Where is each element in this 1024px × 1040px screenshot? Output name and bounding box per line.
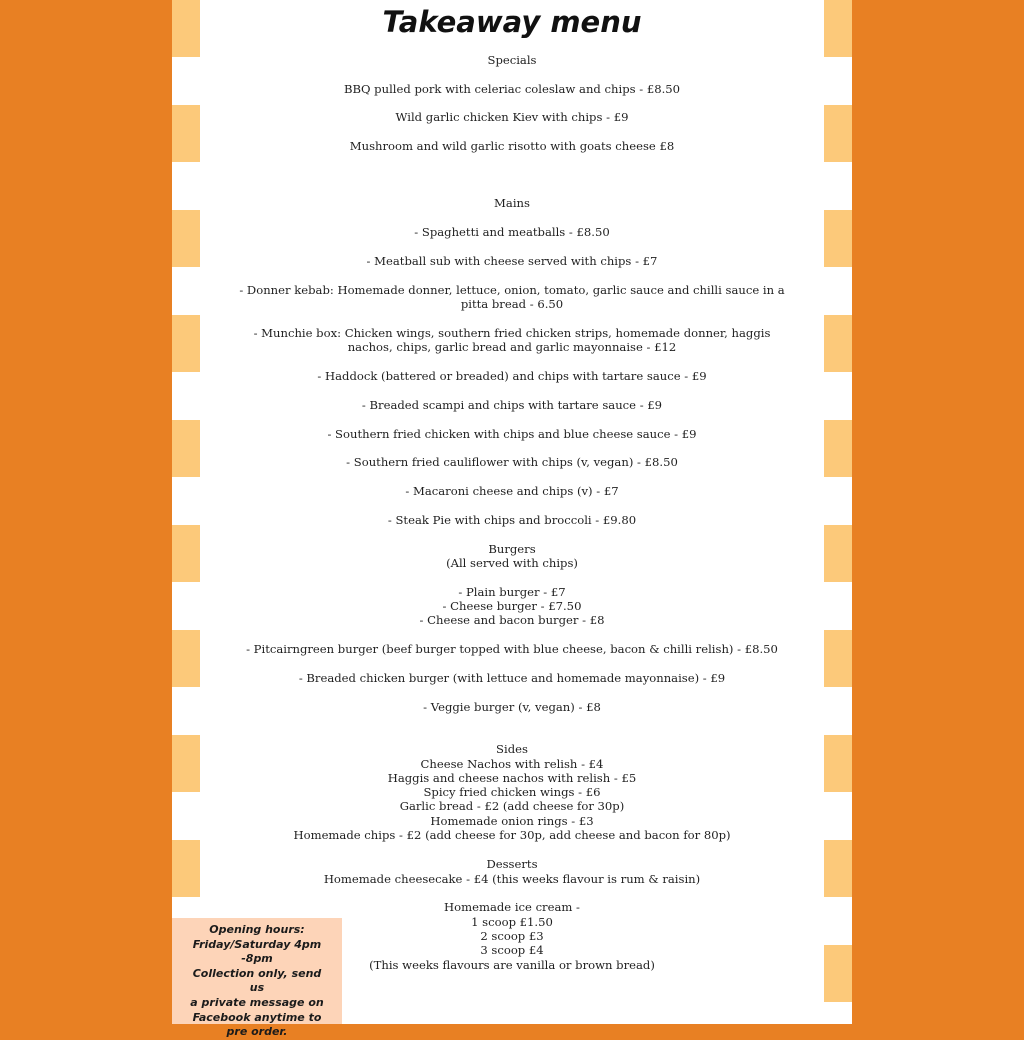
opening-hours-line: a private message on bbox=[190, 995, 324, 1009]
mains-heading: Mains bbox=[494, 196, 530, 210]
opening-hours-box bbox=[172, 918, 342, 1039]
sides-heading: Sides bbox=[496, 742, 528, 756]
desserts-heading: Desserts bbox=[486, 857, 538, 871]
opening-hours-line: pre order. bbox=[226, 1025, 288, 1039]
mains-item: - Munchie box: Chicken wings, southern fried chicken strips, homemade donner, haggis bbox=[253, 326, 771, 340]
mains-item: - Breaded scampi and chips with tartare sauce - £9 bbox=[361, 398, 663, 412]
ice-cream-item: (This weeks flavours are vanilla or brown bread) bbox=[369, 958, 655, 972]
ice-cream-item: 1 scoop £1.50 bbox=[471, 915, 553, 929]
burgers-item: - Plain burger - £7 bbox=[458, 585, 566, 599]
mains-item: - Southern fried cauliflower with chips (v, vegan) - £8.50 bbox=[346, 455, 678, 469]
menu-content bbox=[200, 0, 824, 1024]
specials-item: BBQ pulled pork with celeriac coleslaw and chips - £8.50 bbox=[343, 82, 681, 96]
sides-item: Haggis and cheese nachos with relish - £5 bbox=[387, 771, 637, 785]
specials-item: Mushroom and wild garlic risotto with goats cheese £8 bbox=[349, 139, 675, 153]
opening-hours-line: Facebook anytime to bbox=[192, 1010, 322, 1024]
sides-item: Garlic bread - £2 (add cheese for 30p) bbox=[399, 799, 625, 813]
mains-item: pitta bread - 6.50 bbox=[460, 297, 564, 311]
mains-item: nachos, chips, garlic bread and garlic mayonnaise - £12 bbox=[347, 340, 677, 354]
right-stripe-border bbox=[824, 0, 852, 1024]
burgers-heading: Burgers bbox=[488, 542, 536, 556]
opening-hours-line: -8pm bbox=[241, 952, 273, 966]
opening-hours-line: Collection only, send us bbox=[192, 966, 322, 995]
menu-title: Takeaway menu bbox=[382, 5, 642, 39]
mains-item: - Southern fried chicken with chips and blue cheese sauce - £9 bbox=[327, 427, 697, 441]
ice-cream-item: 2 scoop £3 bbox=[480, 929, 544, 943]
mains-item: - Macaroni cheese and chips (v) - £7 bbox=[405, 484, 619, 498]
mains-item: - Spaghetti and meatballs - £8.50 bbox=[414, 225, 610, 239]
opening-hours-line: Friday/Saturday 4pm bbox=[192, 937, 322, 951]
sides-item: Cheese Nachos with relish - £4 bbox=[420, 757, 604, 771]
ice-cream-heading: Homemade ice cream - bbox=[444, 900, 580, 914]
mains-item: - Steak Pie with chips and broccoli - £9.80 bbox=[387, 513, 637, 527]
burgers-item: - Veggie burger (v, vegan) - £8 bbox=[423, 700, 601, 714]
specials-heading: Specials bbox=[487, 53, 537, 67]
burgers-item: - Breaded chicken burger (with lettuce and homemade mayonnaise) - £9 bbox=[298, 671, 726, 685]
burgers-subheading: (All served with chips) bbox=[446, 556, 578, 570]
opening-hours-line: Opening hours: bbox=[209, 923, 305, 936]
sides-item: Homemade chips - £2 (add cheese for 30p, add cheese and bacon for 80p) bbox=[293, 828, 731, 842]
mains-item: - Haddock (battered or breaded) and chips with tartare sauce - £9 bbox=[317, 369, 707, 383]
left-stripe-border bbox=[172, 0, 200, 1024]
burgers-item: - Cheese burger - £7.50 bbox=[442, 599, 582, 613]
burgers-item: - Cheese and bacon burger - £8 bbox=[419, 613, 605, 627]
desserts-item: Homemade cheesecake - £4 (this weeks flavour is rum & raisin) bbox=[323, 872, 701, 886]
mains-item: - Meatball sub with cheese served with chips - £7 bbox=[366, 254, 658, 268]
sides-item: Spicy fried chicken wings - £6 bbox=[423, 785, 601, 799]
specials-item: Wild garlic chicken Kiev with chips - £9 bbox=[395, 110, 629, 124]
ice-cream-item: 3 scoop £4 bbox=[480, 943, 544, 957]
burgers-item: - Pitcairngreen burger (beef burger topped with blue cheese, bacon & chilli relish) - £8.50 bbox=[246, 642, 778, 656]
mains-item: - Donner kebab: Homemade donner, lettuce, onion, tomato, garlic sauce and chilli sauce in a bbox=[239, 283, 785, 297]
sides-item: Homemade onion rings - £3 bbox=[430, 814, 594, 828]
